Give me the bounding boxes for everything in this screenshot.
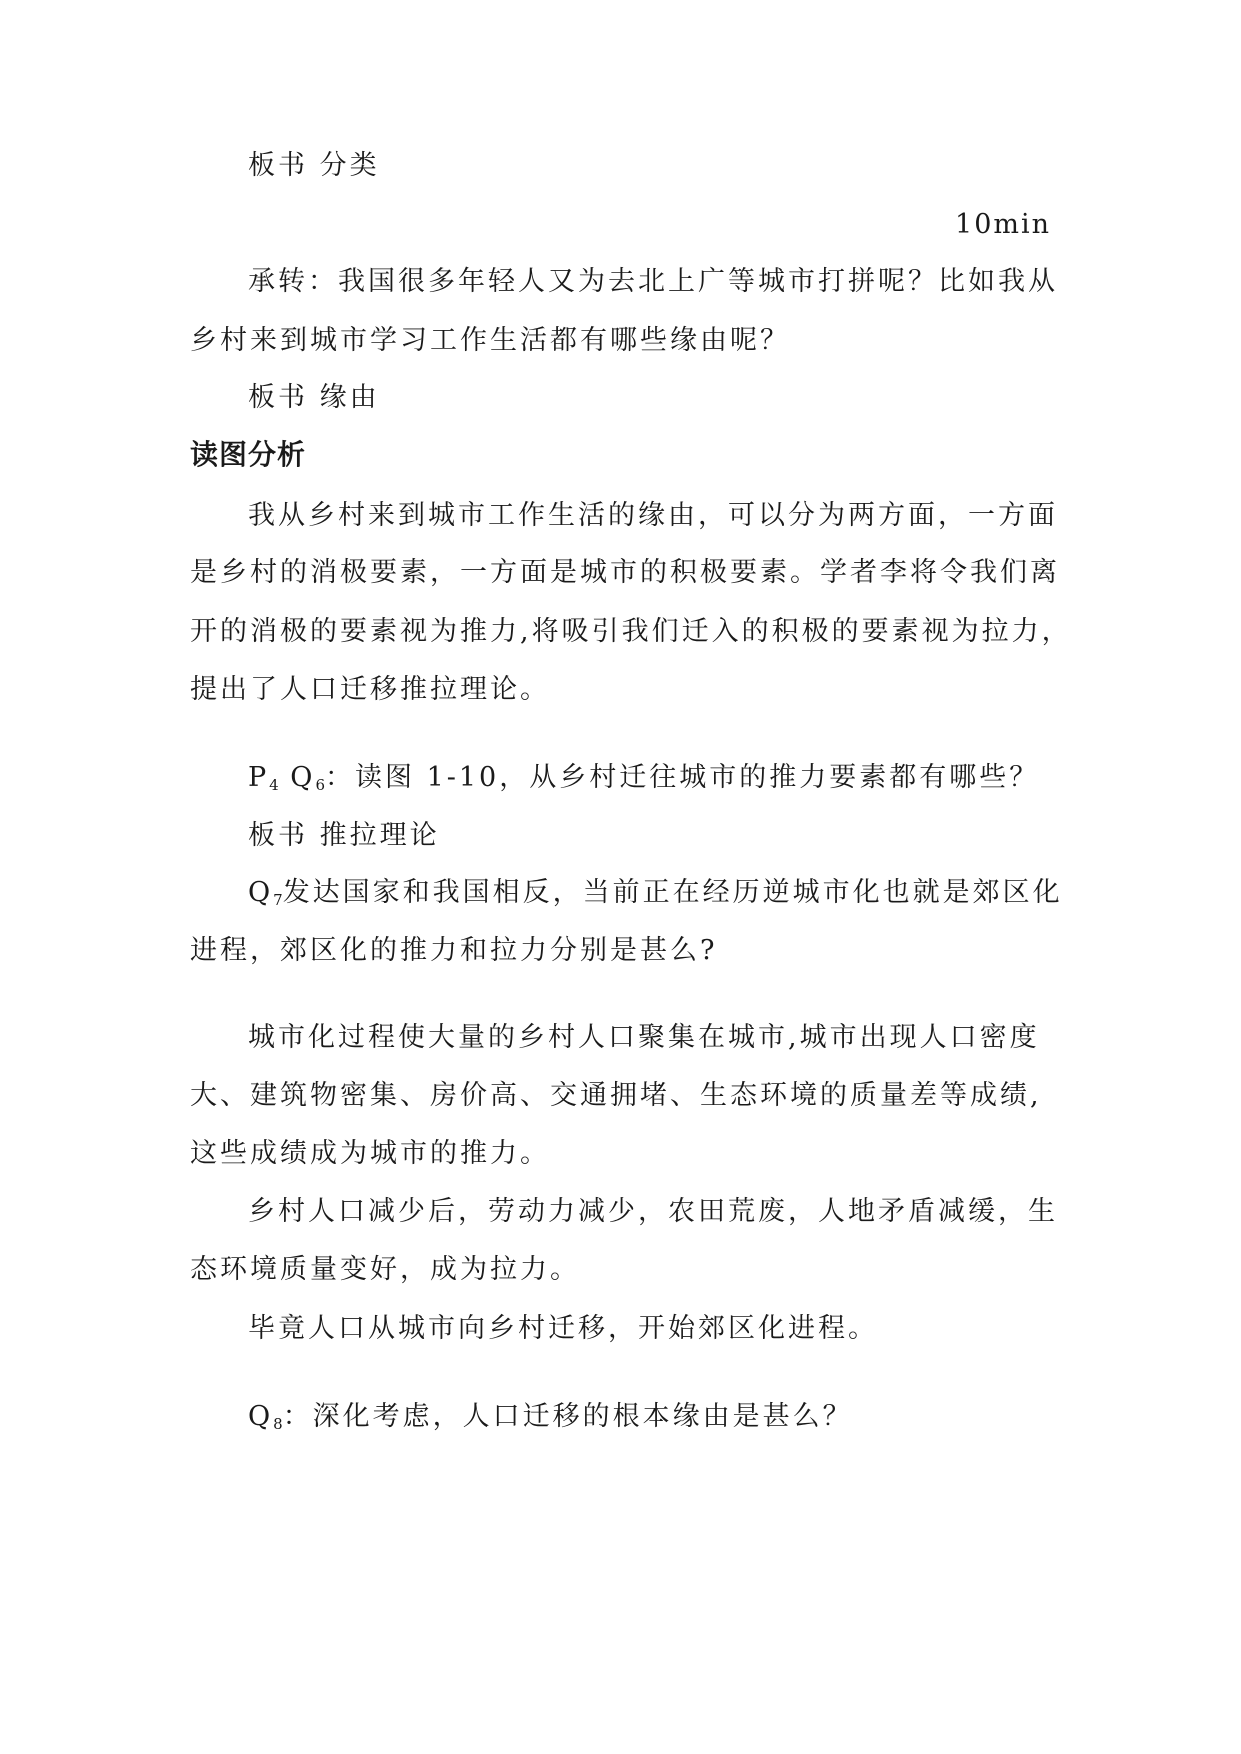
q8-text: ：深化考虑，人口迁移的根本缘由是甚么？ <box>282 1401 853 1432</box>
paragraph-suburbanization: 毕竟人口从城市向乡村迁移，开始郊区化进程。 <box>248 1313 878 1344</box>
paragraph-analysis-line-1: 我从乡村来到城市工作生活的缘由，可以分为两方面，一方面 <box>248 500 1058 531</box>
q6-page-subscript: 4 <box>269 776 279 794</box>
board-note-classification: 板书 分类 <box>248 150 380 181</box>
q6-text: ：读图 1-10，从乡村迁往城市的推力要素都有哪些？ <box>324 762 1040 793</box>
time-marker: 10min <box>955 209 1051 240</box>
q6-label: Q <box>278 762 316 793</box>
paragraph-rural-pull-line-1: 乡村人口减少后，劳动力减少，农田荒废，人地矛盾减缓，生 <box>248 1196 1058 1227</box>
q7-text: 发达国家和我国相反，当前正在经历逆城市化也就是郊区化 <box>282 877 1063 908</box>
question-q8 <box>248 1401 853 1433</box>
paragraph-urban-push-line-2: 大、建筑物密集、房价高、交通拥堵、生态环境的质量差等成绩, <box>190 1080 1042 1111</box>
paragraph-rural-pull-line-2: 态环境质量变好，成为拉力。 <box>190 1254 580 1285</box>
paragraph-urban-push-line-3: 这些成绩成为城市的推力。 <box>190 1138 550 1169</box>
paragraph-transition-line-1: 承转：我国很多年轻人又为去北上广等城市打拼呢？比如我从 <box>248 266 1058 297</box>
paragraph-analysis-line-3: 开的消极的要素视为推力,将吸引我们迁入的积极的要素视为拉力， <box>190 616 1072 647</box>
q6-subscript: 6 <box>315 776 325 794</box>
q7-subscript: 7 <box>273 891 283 909</box>
paragraph-urban-push-line-1: 城市化过程使大量的乡村人口聚集在城市,城市出现人口密度 <box>248 1022 1040 1053</box>
section-heading: 读图分析 <box>190 438 307 471</box>
q8-label: Q <box>248 1401 274 1432</box>
board-note-push-pull: 板书 推拉理论 <box>248 820 440 851</box>
board-note-reasons: 板书 缘由 <box>248 382 380 413</box>
paragraph-transition-line-2: 乡村来到城市学习工作生活都有哪些缘由呢？ <box>190 325 790 356</box>
question-q7-line-2: 进程，郊区化的推力和拉力分别是甚么? <box>190 935 718 966</box>
q6-page-label: P <box>248 762 270 793</box>
paragraph-analysis-line-4: 提出了人口迁移推拉理论。 <box>190 674 550 705</box>
paragraph-analysis-line-2: 是乡村的消极要素，一方面是城市的积极要素。学者李将令我们离 <box>190 557 1060 588</box>
q8-subscript: 8 <box>273 1415 283 1433</box>
question-q7-line-1 <box>248 877 1063 909</box>
question-q6 <box>248 762 1040 794</box>
q7-label: Q <box>248 877 274 908</box>
